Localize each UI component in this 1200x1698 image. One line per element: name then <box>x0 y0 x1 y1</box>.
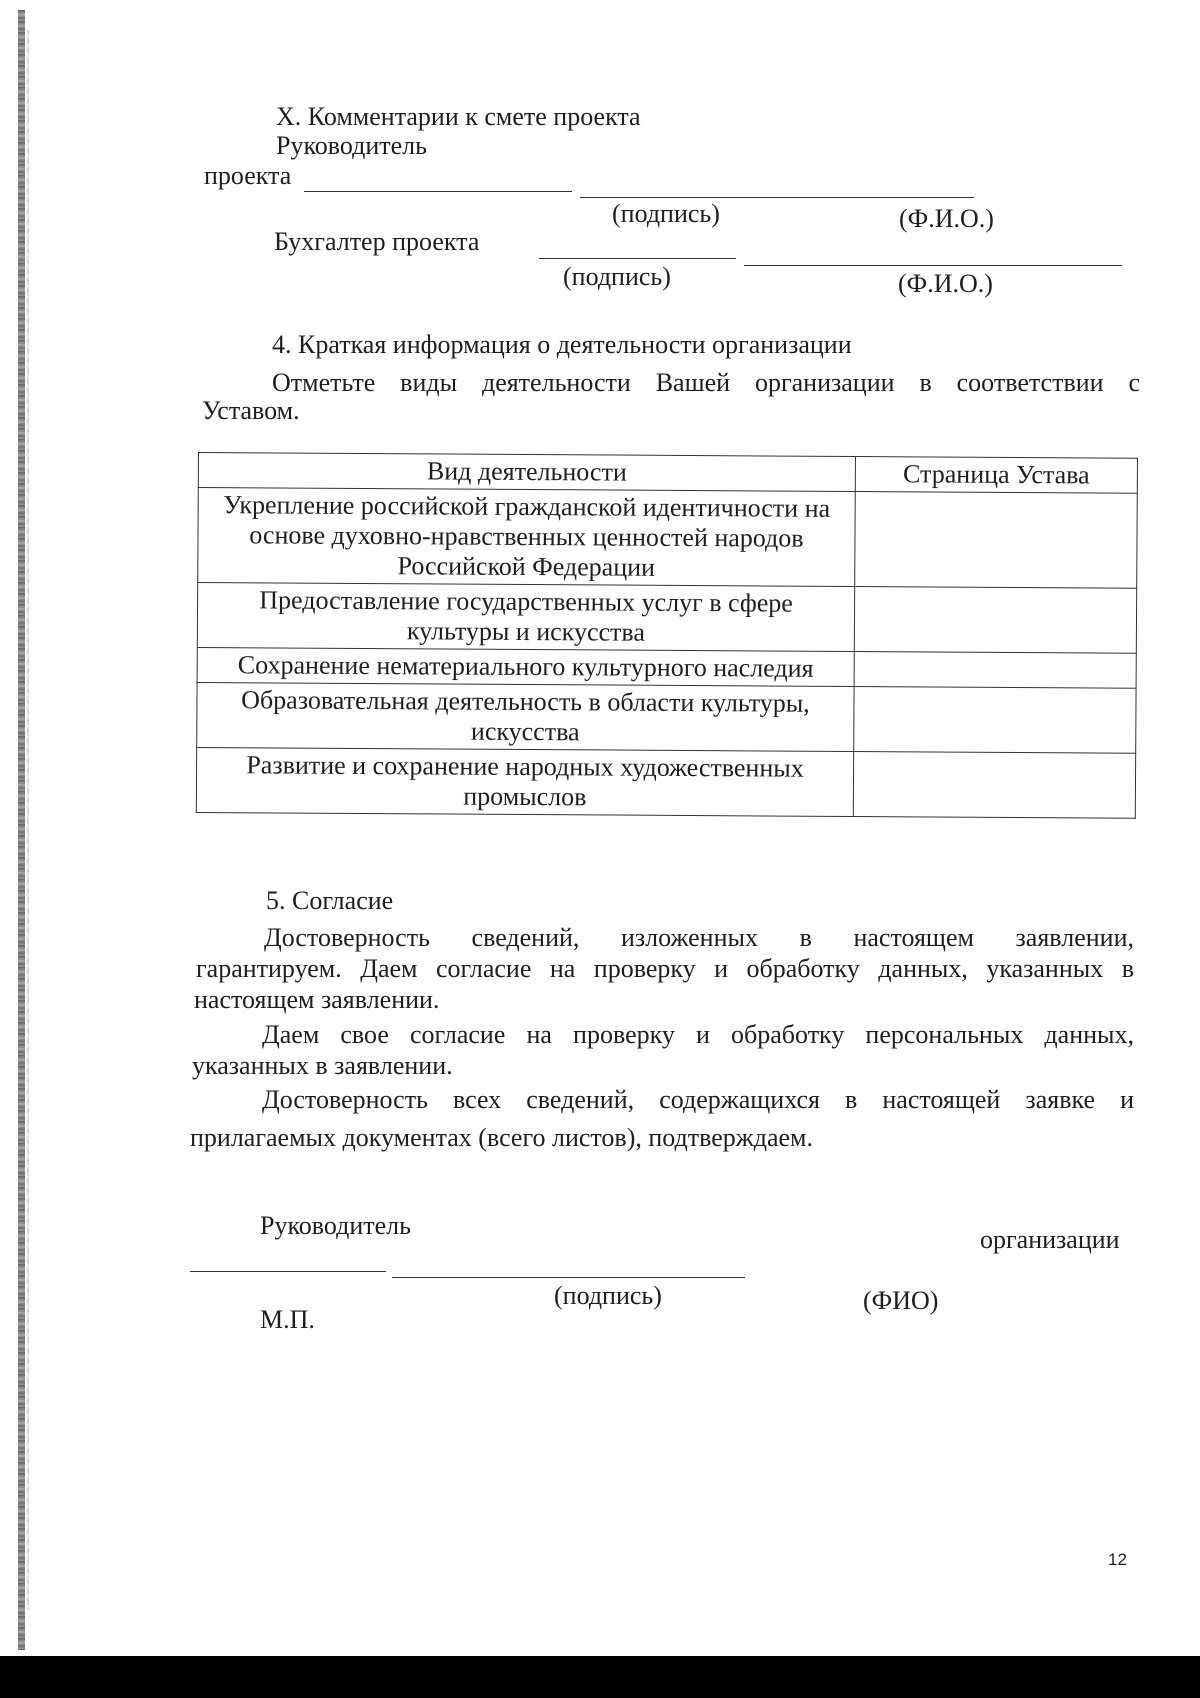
scan-edge-artifact <box>18 10 25 1650</box>
section4-instruction-line1: Отметьте виды деятельности Вашей организации в соответствии с <box>272 368 1140 397</box>
column-header-charter-page: Страница Устава <box>855 457 1137 494</box>
table-header-row <box>198 453 1137 494</box>
table-row <box>197 647 1136 688</box>
table-row <box>197 682 1136 753</box>
activities-table <box>196 452 1138 819</box>
consent-p2-line1: Даем свое согласие на проверку и обработку персональных данных, <box>262 1020 1134 1049</box>
signature-head-label: Руководитель <box>260 1211 411 1240</box>
head-fio-caption: (Ф.И.О.) <box>899 204 994 233</box>
consent-p1-line2: гарантируем. Даем согласие на проверку и обработку данных, указанных в <box>196 954 1134 983</box>
accountant-label: Бухгалтер проекта <box>274 227 480 256</box>
activity-cell: Образовательная деятельность в области культуры, искусства <box>197 682 854 751</box>
activity-cell: Развитие и сохранение народных художественных промыслов <box>196 747 853 816</box>
consent-p3-line1: Достоверность всех сведений, содержащихся в настоящей заявке и <box>262 1085 1134 1114</box>
consent-p1-line3: настоящем заявлении. <box>194 985 440 1014</box>
table-row <box>196 747 1135 818</box>
head-label-line2: проекта <box>204 161 292 190</box>
charter-page-cell[interactable] <box>853 752 1135 819</box>
charter-page-cell[interactable] <box>855 492 1138 589</box>
consent-p3-line2: прилагаемых документах (всего листов), подтверждаем. <box>190 1123 814 1152</box>
accountant-fio-caption: (Ф.И.О.) <box>898 269 993 298</box>
section5-heading: 5. Согласие <box>266 886 394 915</box>
page-number: 12 <box>1108 1550 1127 1569</box>
scan-edge-artifact-secondary <box>27 30 29 1610</box>
budget-comments-heading: X. Комментарии к смете проекта <box>276 102 641 131</box>
signature-caption: (подпись) <box>554 1281 662 1310</box>
head-signature-line[interactable] <box>304 191 572 192</box>
consent-p2-line2: указанных в заявлении. <box>192 1051 453 1080</box>
charter-page-cell[interactable] <box>854 652 1136 689</box>
stamp-label: М.П. <box>260 1305 315 1334</box>
signature-org-label: организации <box>980 1225 1120 1254</box>
scan-bottom-border <box>0 1656 1200 1698</box>
accountant-fio-line[interactable] <box>744 265 1122 266</box>
activity-cell: Укрепление российской гражданской идентичности на основе духовно-нравственных ценностей народов Российской Федерации <box>198 488 856 587</box>
accountant-signature-line[interactable] <box>539 258 736 259</box>
charter-page-cell[interactable] <box>854 687 1136 754</box>
activity-cell: Предоставление государственных услуг в сфере культуры и искусства <box>197 583 854 652</box>
activity-cell: Сохранение нематериального культурного наследия <box>197 647 854 686</box>
charter-page-cell[interactable] <box>854 587 1136 654</box>
table-row <box>198 488 1138 589</box>
table-row <box>197 583 1136 654</box>
head-signature-caption: (подпись) <box>612 199 720 228</box>
signature-long-line[interactable] <box>392 1277 745 1278</box>
head-fio-line[interactable] <box>580 197 974 198</box>
section4-instruction-line2: Уставом. <box>202 396 300 425</box>
consent-p1-line1: Достоверность сведений, изложенных в настоящем заявлении, <box>264 923 1134 952</box>
head-label-line1: Руководитель <box>276 131 427 160</box>
fio-caption: (ФИО) <box>863 1286 939 1315</box>
signature-short-line[interactable] <box>190 1271 386 1272</box>
column-header-activity: Вид деятельности <box>198 453 855 492</box>
section4-heading: 4. Краткая информация о деятельности организации <box>272 330 852 359</box>
accountant-signature-caption: (подпись) <box>563 262 671 291</box>
